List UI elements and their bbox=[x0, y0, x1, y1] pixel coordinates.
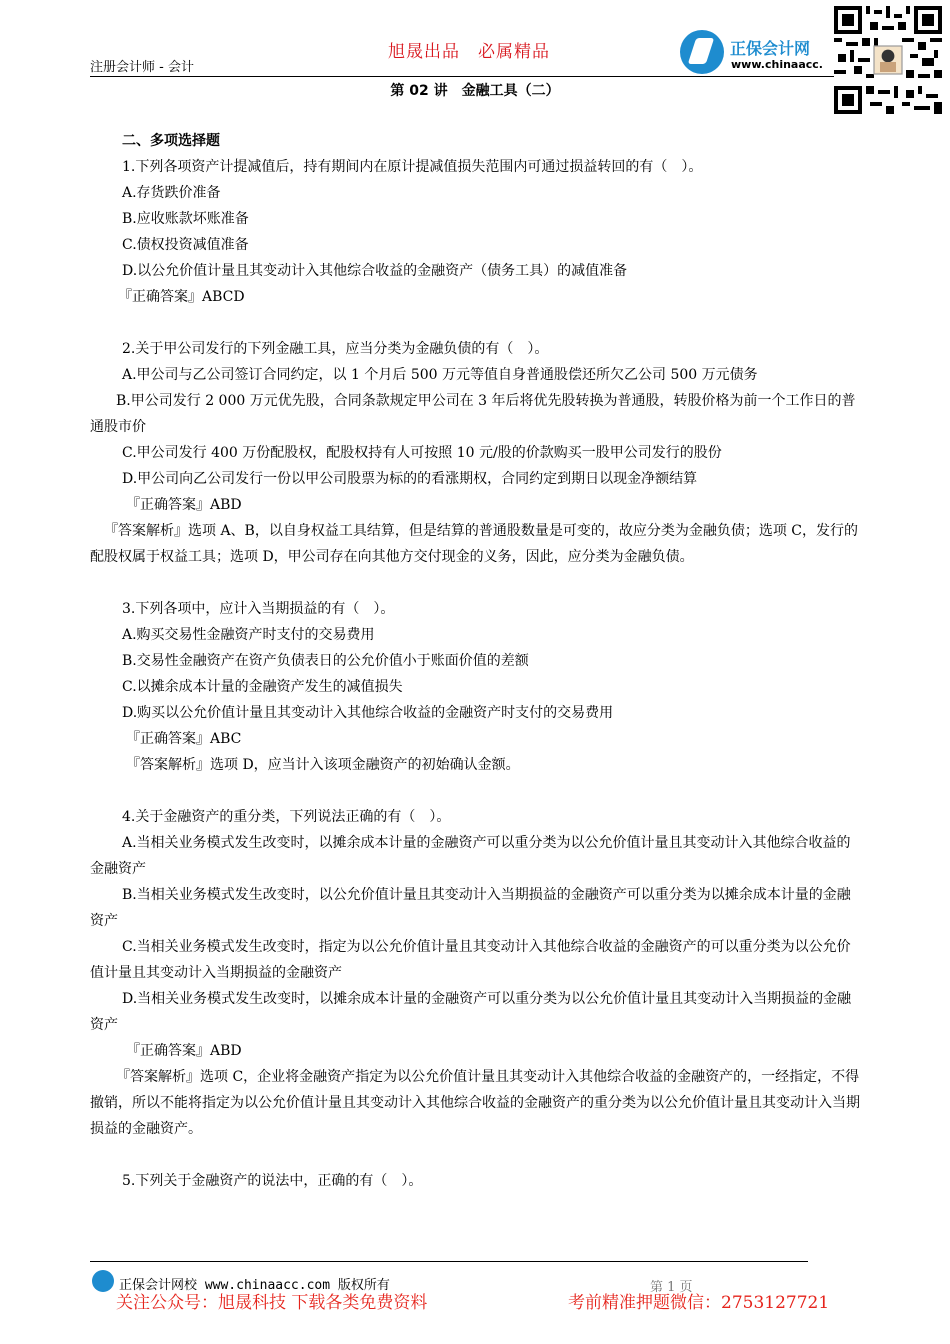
option-b: B.交易性金融资产在资产负债表日的公允价值小于账面价值的差额 bbox=[122, 653, 529, 669]
question-stem: 1.下列各项资产计提减值后，持有期间内在原计提减值损失范围内可通过损益转回的有（ ）。 bbox=[122, 159, 703, 175]
chinaacc-footer-logo-icon bbox=[92, 1270, 114, 1292]
lecture-title: 第 02 讲 金融工具（二） bbox=[390, 83, 560, 99]
option-d: D.甲公司向乙公司发行一份以甲公司股票为标的的看涨期权，合同约定到期日以现金净额结算 bbox=[122, 471, 698, 487]
question-3 bbox=[90, 596, 860, 778]
question-stem: 5.下列关于金融资产的说法中，正确的有（ ）。 bbox=[122, 1173, 423, 1189]
brand-slogan: 旭晟出品 必属精品 bbox=[388, 42, 550, 62]
correct-answer: 『正确答案』ABCD bbox=[118, 289, 245, 305]
option-c: C.当相关业务模式发生改变时，指定为以公允价值计量且其变动计入其他综合收益的金融资产的可以重分类为以公允价值计量且其变动计入当期损益的金融资产 bbox=[90, 939, 851, 981]
question-4 bbox=[90, 804, 860, 1142]
logo-url: www.chinaacc. bbox=[731, 58, 823, 71]
option-c: C.甲公司发行 400 万份配股权，配股权持有人可按照 10 元/股的价款购买一股甲公司发行的股份 bbox=[122, 445, 722, 461]
answer-analysis: 『答案解析』选项 C，企业将金融资产指定为以公允价值计量且其变动计入其他综合收益的金融资产的，一经指定，不得撤销，所以不能将指定为以公允价值计量且其变动计入其他综合收益的金融资产的重分类为以公允价值计量且其变动计入当期损益的金融资产。 bbox=[90, 1069, 860, 1137]
option-a: A.当相关业务模式发生改变时，以摊余成本计量的金融资产可以重分类为以公允价值计量且其变动计入其他综合收益的金融资产 bbox=[90, 835, 851, 877]
section-heading: 二、多项选择题 bbox=[122, 133, 220, 149]
option-a: A.甲公司与乙公司签订合同约定，以 1 个月后 500 万元等值自身普通股偿还所欠乙公司 500 万元债务 bbox=[122, 367, 758, 383]
promo-wechat-contact: 考前精准押题微信：2753127721 bbox=[568, 1293, 830, 1313]
footer-divider bbox=[90, 1261, 808, 1262]
option-c: C.债权投资减值准备 bbox=[122, 237, 249, 253]
option-a: A.购买交易性金融资产时支付的交易费用 bbox=[122, 627, 375, 643]
option-c: C.以摊余成本计量的金融资产发生的减值损失 bbox=[122, 679, 403, 695]
footer-copyright: 正保会计网校 www.chinaacc.com 版权所有 bbox=[119, 1278, 390, 1293]
header-divider bbox=[90, 76, 835, 77]
logo-name: 正保会计网 bbox=[730, 39, 811, 58]
question-stem: 2.关于甲公司发行的下列金融工具，应当分类为金融负债的有（ ）。 bbox=[122, 341, 549, 357]
question-2 bbox=[90, 336, 860, 570]
correct-answer: 『正确答案』ABC bbox=[126, 731, 242, 747]
option-b: B.应收账款坏账准备 bbox=[122, 211, 249, 227]
answer-analysis: 『答案解析』选项 A、B，以自身权益工具结算，但是结算的普通股数量是可变的，故应分类为金融负债；选项 C，发行的配股权属于权益工具；选项 D，甲公司存在向其他方交付现金的义务，因此，应分类为金融负债。 bbox=[90, 523, 859, 565]
option-d: D.以公允价值计量且其变动计入其他综合收益的金融资产（债务工具）的减值准备 bbox=[122, 263, 628, 279]
document-body bbox=[90, 128, 860, 1194]
question-stem: 4.关于金融资产的重分类，下列说法正确的有（ ）。 bbox=[122, 809, 451, 825]
option-d: D.当相关业务模式发生改变时，以摊余成本计量的金融资产可以重分类为以公允价值计量且其变动计入当期损益的金融资产 bbox=[90, 991, 852, 1033]
promo-wechat-account: 关注公众号：旭晟科技 下载各类免费资料 bbox=[116, 1293, 428, 1313]
correct-answer: 『正确答案』ABD bbox=[126, 497, 242, 513]
option-d: D.购买以公允价值计量且其变动计入其他综合收益的金融资产时支付的交易费用 bbox=[122, 705, 614, 721]
answer-analysis: 『答案解析』选项 D，应当计入该项金融资产的初始确认金额。 bbox=[126, 757, 520, 773]
option-a: A.存货跌价准备 bbox=[122, 185, 221, 201]
page-number: 第 1 页 bbox=[650, 1280, 693, 1295]
subject-label: 注册会计师 - 会计 bbox=[90, 60, 194, 75]
option-b: B.当相关业务模式发生改变时，以公允价值计量且其变动计入当期损益的金融资产可以重分类为以摊余成本计量的金融资产 bbox=[90, 887, 851, 929]
correct-answer: 『正确答案』ABD bbox=[126, 1043, 242, 1059]
chinaacc-logo-icon bbox=[680, 30, 724, 74]
question-stem: 3.下列各项中，应计入当期损益的有（ ）。 bbox=[122, 601, 395, 617]
option-b: B.甲公司发行 2 000 万元优先股，合同条款规定甲公司在 3 年后将优先股转换为普通股，转股价格为前一个工作日的普通股市价 bbox=[90, 393, 856, 435]
question-5 bbox=[90, 1168, 860, 1194]
question-1 bbox=[90, 154, 860, 310]
